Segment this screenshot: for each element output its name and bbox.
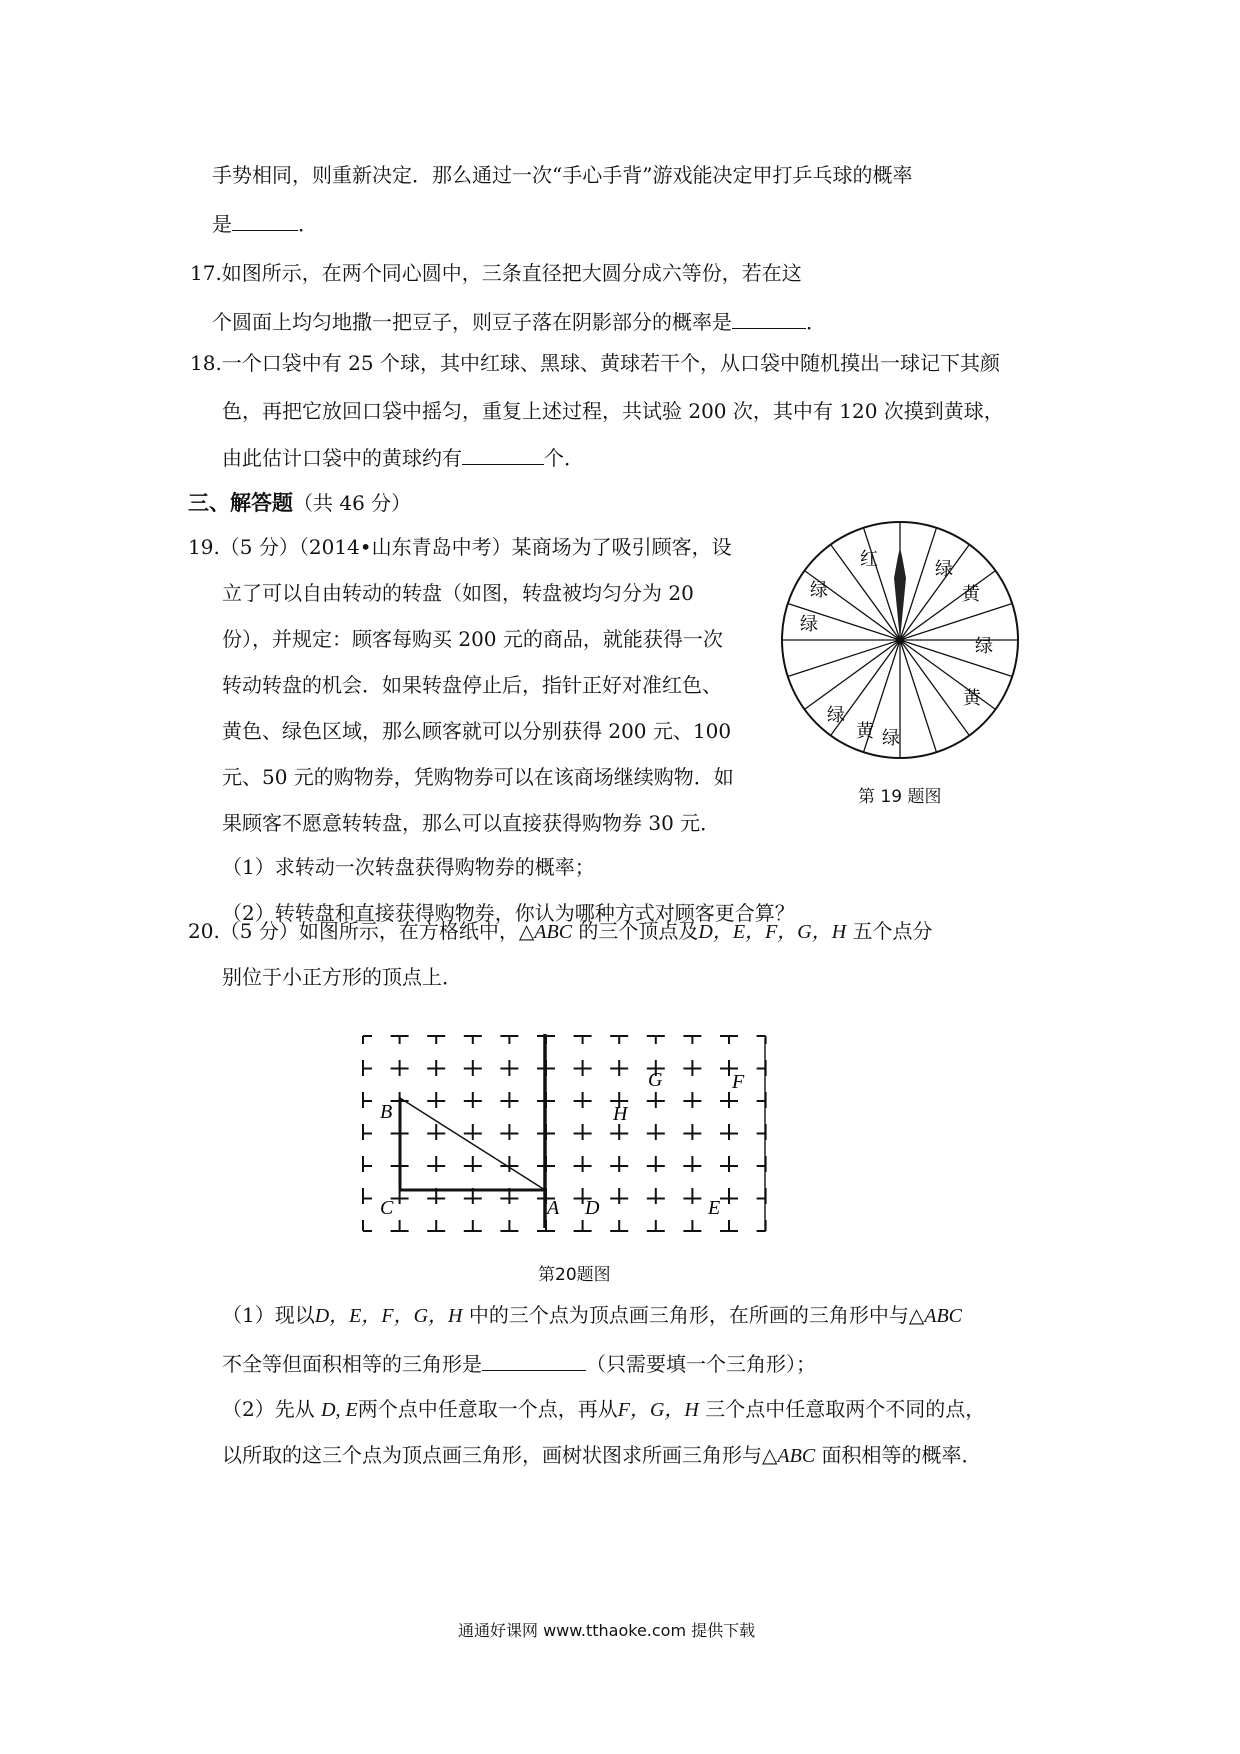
q20-grid-figure xyxy=(360,1020,800,1246)
q20-sub2-a: （2）先从 xyxy=(222,1397,322,1421)
q18-line3 xyxy=(222,442,584,473)
q20-line1-a: 20.（5 分）如图所示，在方格纸中，△ xyxy=(188,919,535,943)
q20-sub1-line2-pre: 不全等但面积相等的三角形是 xyxy=(222,1352,482,1376)
q20-sub2-line2-b: 面积相等的概率． xyxy=(815,1443,982,1467)
q19-sub1: （1）求转动一次转盘获得购物券的概率； xyxy=(222,855,595,879)
wheel-divider xyxy=(788,640,900,676)
label-B: B xyxy=(380,1101,393,1123)
wheel-divider xyxy=(900,640,969,735)
q20-sub2-c: 三个点中任意取两个不同的点， xyxy=(698,1397,986,1421)
wheel-label-red: 红 xyxy=(860,549,878,570)
q20-figure-caption: 第20题图 xyxy=(538,1265,611,1285)
q17-line2-pre: 个圆面上均匀地撒一把豆子，则豆子落在阴影部分的概率是 xyxy=(212,310,732,334)
label-H: H xyxy=(613,1103,628,1125)
wheel-divider xyxy=(900,640,1012,676)
q18-line3-post: 个． xyxy=(544,446,584,470)
q20-sub1-line2-post: （只需要填一个三角形）； xyxy=(586,1352,816,1376)
wheel-label-yellow: 黄 xyxy=(962,584,980,605)
segment-AB xyxy=(400,1098,545,1190)
wheel-label-green: 绿 xyxy=(827,705,845,726)
wheel-label-green: 绿 xyxy=(975,636,993,657)
q20-answer-blank xyxy=(482,1348,586,1371)
q20-sub2-line2-abc: ABC xyxy=(777,1445,816,1467)
q19-line-3: 份），并规定：顾客每购买 200 元的商品，就能获得一次 xyxy=(222,627,723,651)
q20-line1 xyxy=(188,916,933,947)
q19-spinner-wheel xyxy=(770,508,1030,770)
q19-line-7: 果顾客不愿意转转盘，那么可以直接获得购物券 30 元． xyxy=(222,811,721,835)
q20-sub2-b: 两个点中任意取一个点，再从 xyxy=(357,1397,618,1421)
label-E: E xyxy=(708,1197,721,1219)
q18-answer-blank xyxy=(462,442,544,465)
q20-sub2-line2-a: 以所取的这三个点为顶点画三角形，画树状图求所画三角形与△ xyxy=(222,1443,778,1467)
q20-line1-points: D，E，F，G，H xyxy=(698,921,847,943)
q16-line1: 手势相同，则重新决定．那么通过一次“手心手背”游戏能决定甲打乒乓球的概率 xyxy=(212,163,913,187)
q17-line2 xyxy=(212,306,826,337)
label-D: D xyxy=(585,1197,600,1219)
q19-sub2: （2）转转盘和直接获得购物券，你认为哪种方式对顾客更合算？ xyxy=(222,901,795,925)
wheel-divider xyxy=(900,528,936,640)
wheel-label-yellow: 黄 xyxy=(963,688,981,709)
q19-line-4: 转动转盘的机会．如果转盘停止后，指针正好对准红色、 xyxy=(222,673,722,697)
q16-line2 xyxy=(212,208,318,239)
q20-line2: 别位于小正方形的顶点上． xyxy=(222,965,462,989)
q20-sub1-points: D，E，F，G，H xyxy=(314,1305,463,1327)
q20-sub1-a: （1）现以 xyxy=(222,1303,315,1327)
q19-line-5: 黄色、绿色区域，那么顾客就可以分别获得 200 元、100 xyxy=(222,719,732,743)
q20-sub2-line1 xyxy=(222,1394,985,1425)
q19-line-6: 元、50 元的购物券，凭购物券可以在该商场继续购物．如 xyxy=(222,765,734,789)
wheel-label-green: 绿 xyxy=(935,559,953,580)
label-C: C xyxy=(380,1197,394,1219)
q17-line1: 17.如图所示，在两个同心圆中，三条直径把大圆分成六等份，若在这 xyxy=(190,261,802,285)
q20-sub1-line1 xyxy=(222,1300,962,1331)
section3-title: 三、解答题 xyxy=(188,491,293,515)
page-footer: 通通好课网 www.tthaoke.com 提供下载 xyxy=(458,1621,756,1640)
q20-line1-abc: ABC xyxy=(534,921,573,943)
wheel-divider xyxy=(900,604,1012,640)
q19-line-1: 19.（5 分）（2014•山东青岛中考）某商场为了吸引顾客，设 xyxy=(188,535,732,559)
q18-line3-pre: 由此估计口袋中的黄球约有 xyxy=(222,446,462,470)
q17-line2-post: ． xyxy=(806,310,826,334)
label-F: F xyxy=(732,1071,745,1093)
wheel-divider xyxy=(864,528,900,640)
wheel-label-green: 绿 xyxy=(810,580,828,601)
q18-line1: 18.一个口袋中有 25 个球，其中红球、黑球、黄球若干个，从口袋中随机摸出一球记下其颜 xyxy=(190,351,1000,375)
q20-sub1-line2 xyxy=(222,1348,816,1379)
q20-sub1-abc: ABC xyxy=(924,1305,963,1327)
wheel-divider xyxy=(900,640,936,752)
q19-figure-caption: 第 19 题图 xyxy=(858,787,942,807)
wheel-label-yellow: 黄 xyxy=(856,721,874,742)
q20-sub2-line2 xyxy=(222,1440,982,1471)
q19-line-2: 立了可以自由转动的转盘（如图，转盘被均匀分为 20 xyxy=(222,581,694,605)
wheel-divider xyxy=(900,571,995,640)
q20-line1-c: 五个点分 xyxy=(846,919,933,943)
wheel-divider xyxy=(805,640,900,709)
label-A: A xyxy=(547,1197,560,1219)
q17-answer-blank xyxy=(732,306,806,329)
grid-lines xyxy=(363,1036,766,1231)
q16-line2-post: ． xyxy=(298,212,318,236)
q20-sub2-fgh: F，G，H xyxy=(617,1399,699,1421)
q20-sub2-de: D, E xyxy=(321,1399,358,1421)
q16-line2-pre: 是 xyxy=(212,212,232,236)
q20-line1-b: 的三个顶点及 xyxy=(572,919,699,943)
wheel-label-green: 绿 xyxy=(800,614,818,635)
q16-answer-blank xyxy=(232,208,298,231)
wheel-label-green: 绿 xyxy=(882,728,900,749)
section3-points: （共 46 分） xyxy=(293,491,412,515)
label-G: G xyxy=(648,1069,663,1091)
q18-line2: 色，再把它放回口袋中摇匀，重复上述过程，共试验 200 次，其中有 120 次摸到黄球， xyxy=(222,399,1004,423)
section3-heading xyxy=(188,488,411,518)
q20-sub1-b: 中的三个点为顶点画三角形，在所画的三角形中与△ xyxy=(462,1303,925,1327)
